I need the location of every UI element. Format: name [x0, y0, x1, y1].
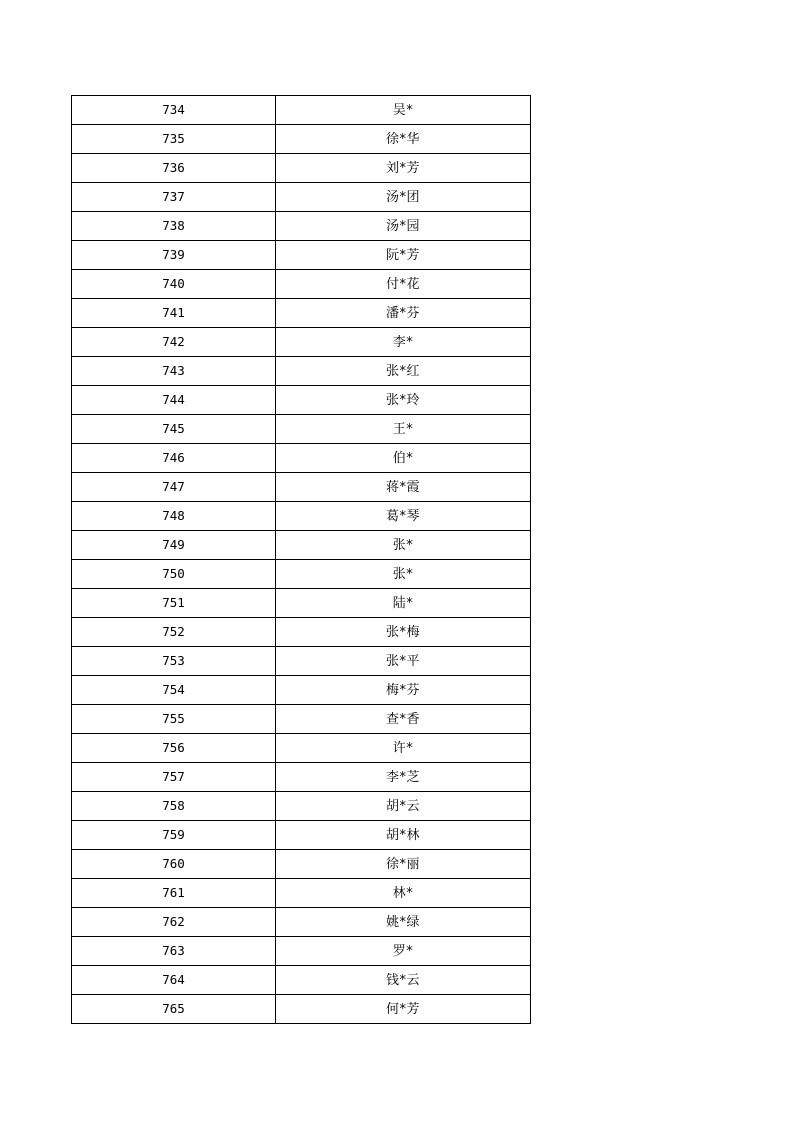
row-number-cell: 756	[72, 734, 276, 762]
name-cell: 张*玲	[276, 386, 531, 414]
row-number-cell: 763	[72, 937, 276, 965]
row-number-cell: 764	[72, 966, 276, 994]
table-row	[72, 212, 531, 241]
row-number-cell: 765	[72, 995, 276, 1023]
row-number-cell: 759	[72, 821, 276, 849]
name-cell: 李*芝	[276, 763, 531, 791]
table-row	[72, 183, 531, 212]
name-cell: 张*平	[276, 647, 531, 675]
name-cell: 胡*林	[276, 821, 531, 849]
name-cell: 汤*园	[276, 212, 531, 240]
table-row	[72, 473, 531, 502]
table-row	[72, 560, 531, 589]
table-row	[72, 415, 531, 444]
name-cell: 刘*芳	[276, 154, 531, 182]
table-row	[72, 299, 531, 328]
table-row	[72, 763, 531, 792]
name-list-table	[71, 95, 531, 1024]
name-cell: 胡*云	[276, 792, 531, 820]
name-cell: 许*	[276, 734, 531, 762]
name-cell: 蒋*霞	[276, 473, 531, 501]
name-cell: 林*	[276, 879, 531, 907]
row-number-cell: 761	[72, 879, 276, 907]
table-row	[72, 734, 531, 763]
row-number-cell: 754	[72, 676, 276, 704]
name-cell: 姚*绿	[276, 908, 531, 936]
row-number-cell: 738	[72, 212, 276, 240]
row-number-cell: 740	[72, 270, 276, 298]
row-number-cell: 735	[72, 125, 276, 153]
name-cell: 何*芳	[276, 995, 531, 1023]
row-number-cell: 753	[72, 647, 276, 675]
table-row	[72, 502, 531, 531]
name-cell: 张*	[276, 560, 531, 588]
name-cell: 葛*琴	[276, 502, 531, 530]
row-number-cell: 736	[72, 154, 276, 182]
table-row	[72, 531, 531, 560]
table-row	[72, 937, 531, 966]
table-row	[72, 618, 531, 647]
table-row	[72, 270, 531, 299]
name-cell: 钱*云	[276, 966, 531, 994]
row-number-cell: 760	[72, 850, 276, 878]
row-number-cell: 739	[72, 241, 276, 269]
row-number-cell: 746	[72, 444, 276, 472]
table-row	[72, 792, 531, 821]
row-number-cell: 758	[72, 792, 276, 820]
row-number-cell: 762	[72, 908, 276, 936]
name-cell: 徐*丽	[276, 850, 531, 878]
table-row	[72, 676, 531, 705]
name-cell: 李*	[276, 328, 531, 356]
table-row	[72, 821, 531, 850]
name-cell: 阮*芳	[276, 241, 531, 269]
name-cell: 徐*华	[276, 125, 531, 153]
row-number-cell: 752	[72, 618, 276, 646]
table-row	[72, 96, 531, 125]
name-cell: 张*红	[276, 357, 531, 385]
row-number-cell: 747	[72, 473, 276, 501]
row-number-cell: 742	[72, 328, 276, 356]
row-number-cell: 745	[72, 415, 276, 443]
name-cell: 王*	[276, 415, 531, 443]
table-row	[72, 995, 531, 1024]
row-number-cell: 751	[72, 589, 276, 617]
table-row	[72, 850, 531, 879]
table-row	[72, 241, 531, 270]
table-row	[72, 444, 531, 473]
table-row	[72, 705, 531, 734]
row-number-cell: 743	[72, 357, 276, 385]
row-number-cell: 737	[72, 183, 276, 211]
name-cell: 伯*	[276, 444, 531, 472]
table-row	[72, 154, 531, 183]
row-number-cell: 744	[72, 386, 276, 414]
name-cell: 张*	[276, 531, 531, 559]
name-cell: 汤*团	[276, 183, 531, 211]
row-number-cell: 734	[72, 96, 276, 124]
name-cell: 潘*芬	[276, 299, 531, 327]
name-cell: 梅*芬	[276, 676, 531, 704]
row-number-cell: 755	[72, 705, 276, 733]
table-row	[72, 357, 531, 386]
table-row	[72, 908, 531, 937]
row-number-cell: 749	[72, 531, 276, 559]
row-number-cell: 748	[72, 502, 276, 530]
name-cell: 查*香	[276, 705, 531, 733]
table-row	[72, 879, 531, 908]
name-cell: 陆*	[276, 589, 531, 617]
row-number-cell: 750	[72, 560, 276, 588]
name-cell: 罗*	[276, 937, 531, 965]
table-row	[72, 589, 531, 618]
table-row	[72, 386, 531, 415]
table-row	[72, 125, 531, 154]
name-cell: 张*梅	[276, 618, 531, 646]
table-row	[72, 328, 531, 357]
row-number-cell: 757	[72, 763, 276, 791]
row-number-cell: 741	[72, 299, 276, 327]
table-row	[72, 966, 531, 995]
table-row	[72, 647, 531, 676]
name-cell: 吴*	[276, 96, 531, 124]
name-cell: 付*花	[276, 270, 531, 298]
